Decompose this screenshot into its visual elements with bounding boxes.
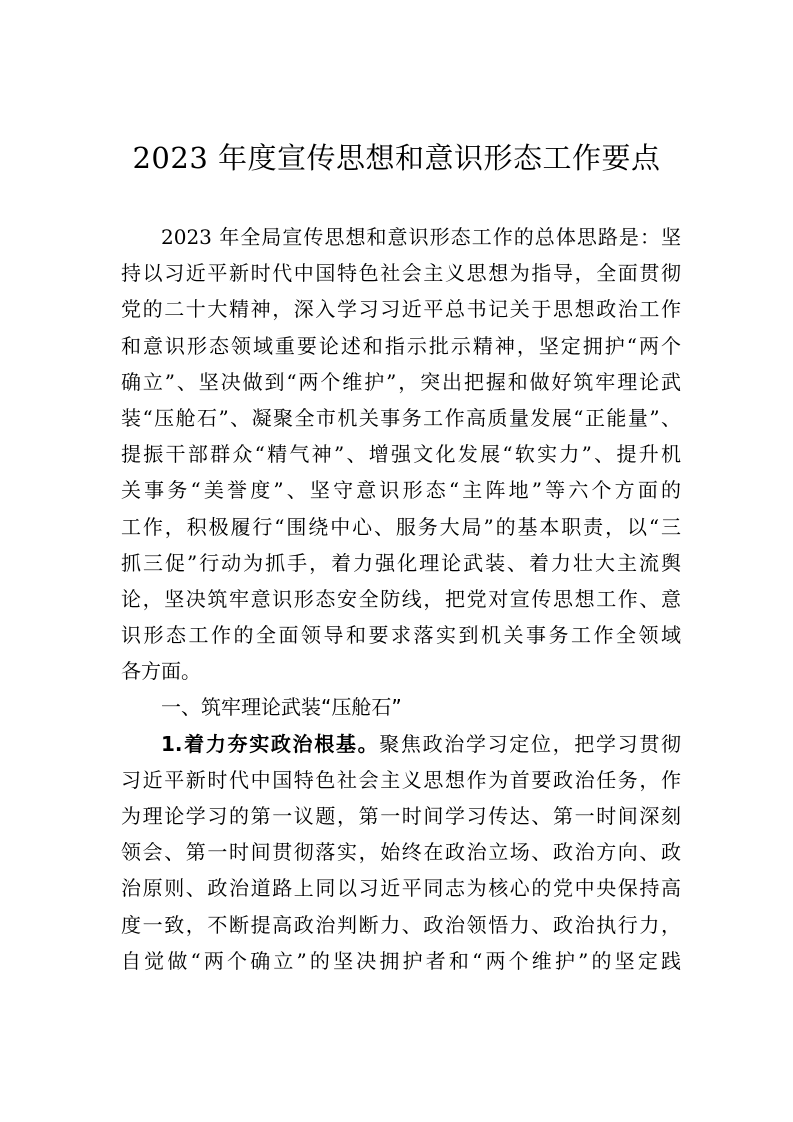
section-heading: 一、筑牢理论武装“压舱石”: [161, 695, 402, 720]
item-line: 习近平新时代中国特色社会主义思想作为首要政治任务，作: [121, 767, 681, 792]
item-first-rest: 聚焦政治学习定位，把学习贯彻: [379, 731, 682, 756]
item-line: 自觉做“两个确立”的坚决拥护者和“两个维护”的坚定践: [121, 948, 681, 973]
intro-line: 各方面。: [121, 659, 201, 684]
item-line: 为理论学习的第一议题，第一时间学习传达、第一时间深刻: [121, 804, 681, 828]
document-title: 2023 年度宣传思想和意识形态工作要点: [132, 141, 661, 175]
intro-line: 持以习近平新时代中国特色社会主义思想为指导，全面贯彻: [121, 261, 681, 286]
item-line: 领会、第一时间贯彻落实，始终在政治立场、政治方向、政: [121, 840, 681, 865]
intro-paragraph: [121, 219, 681, 689]
intro-line: 2023 年全局宣传思想和意识形态工作的总体思路是：坚: [161, 225, 681, 249]
item-line: 度一致，不断提高政治判断力、政治领悟力、政治执行力，: [121, 912, 681, 937]
intro-line: 抓三促”行动为抓手，着力强化理论武装、着力壮大主流舆: [121, 550, 681, 575]
item-lead: 1.着力夯实政治根基。: [161, 731, 380, 756]
intro-line: 识形态工作的全面领导和要求落实到机关事务工作全领域: [121, 623, 681, 648]
item-paragraph: [121, 726, 681, 979]
intro-line: 装“压舱石”、凝聚全市机关事务工作高质量发展“正能量”、: [121, 405, 681, 430]
intro-line: 和意识形态领域重要论述和指示批示精神，坚定拥护“两个: [121, 333, 681, 358]
intro-line: 提振干部群众“精气神”、增强文化发展“软实力”、提升机: [121, 442, 681, 467]
item-first-line: [121, 726, 681, 762]
intro-line: 确立”、坚决做到“两个维护”，突出把握和做好筑牢理论武: [121, 369, 681, 394]
intro-line: 工作，积极履行“围绕中心、服务大局”的基本职责，以“三: [121, 514, 681, 539]
intro-line: 关事务“美誉度”、坚守意识形态“主阵地”等六个方面的: [121, 478, 681, 503]
document-body: [121, 219, 681, 979]
intro-line: 党的二十大精神，深入学习习近平总书记关于思想政治工作: [121, 297, 681, 322]
item-line: 治原则、政治道路上同以习近平同志为核心的党中央保持高: [121, 876, 681, 901]
intro-line: 论，坚决筑牢意识形态安全防线，把党对宣传思想工作、意: [121, 586, 681, 611]
